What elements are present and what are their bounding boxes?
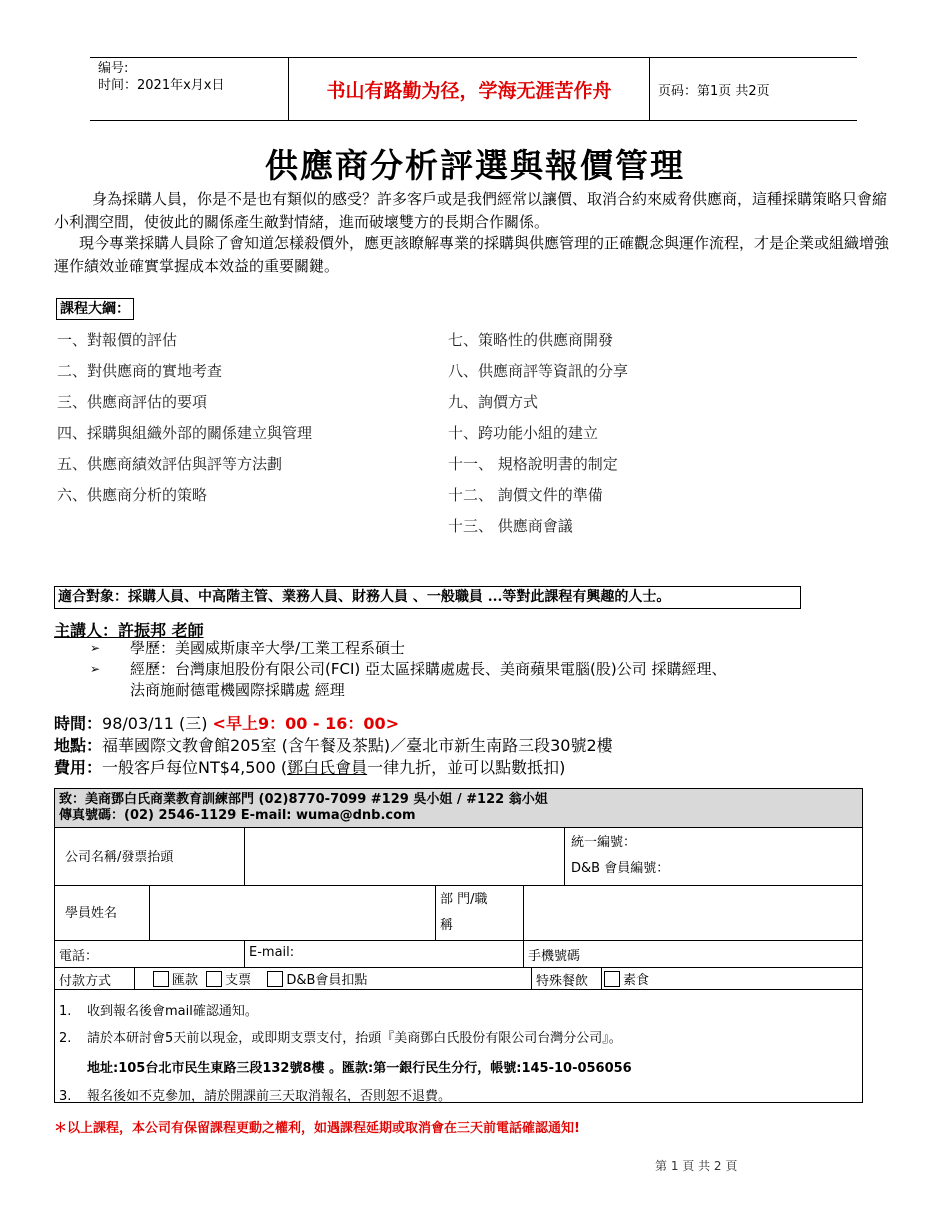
payment-options bbox=[135, 968, 532, 990]
db-member-label: D&B 會員編號： bbox=[571, 861, 670, 876]
place-label: 地點： bbox=[54, 736, 103, 755]
info-place bbox=[54, 735, 613, 757]
student-input[interactable] bbox=[150, 886, 436, 941]
outline-item: 十三、 供應商會議 bbox=[448, 517, 573, 535]
payment-label: 付款方式 bbox=[59, 974, 112, 989]
company-id-cell[interactable] bbox=[565, 828, 862, 886]
speaker-bullets bbox=[90, 638, 727, 701]
bullet-experience: ➢ 經歷：台灣康旭股份有限公司(FCI) 亞太區採購處處長、美商蘋果電腦(股)公司 採購經理、 bbox=[90, 660, 727, 678]
info-fee bbox=[54, 757, 565, 779]
outline-item: 五、供應商績效評估與評等方法劃 bbox=[57, 455, 283, 473]
tax-id-label: 統一編號： bbox=[571, 835, 637, 850]
meal-veg-label: 素食 bbox=[623, 973, 650, 988]
footnote: ＊以上課程，本公司有保留課程更動之權利，如遇課程延期或取消會在三天前電話確認通知! bbox=[54, 1121, 580, 1136]
payment-label-cell bbox=[55, 968, 135, 990]
outline-item: 九、詢價方式 bbox=[448, 393, 539, 411]
page-title: 供應商分析評選與報價管理 bbox=[265, 146, 685, 185]
email-cell[interactable] bbox=[245, 941, 524, 968]
outline-item: 七、策略性的供應商開發 bbox=[448, 331, 614, 349]
intro-paragraph-2: 現今專業採購人員除了會知道怎樣殺價外，應更該瞭解專業的採購與供應管理的正確觀念與運作流程，才是企業或組織增強運作績效並確實掌握成本效益的重要關鍵。 bbox=[54, 234, 890, 275]
dept-label: 部 門/職 bbox=[440, 892, 488, 907]
dept-label-2: 稱 bbox=[440, 918, 454, 933]
outline-left-column bbox=[57, 325, 312, 511]
outline-right-column bbox=[448, 325, 628, 542]
time-label: 時間： bbox=[54, 714, 103, 733]
note-item: 2. 請於本研討會5天前以現金，或即期支票支付，抬頭『美商鄧白氏股份有限公司台灣分公司』。 bbox=[59, 1031, 622, 1046]
arrow-bullet-icon: ➢ bbox=[90, 641, 101, 655]
dept-label-cell bbox=[436, 886, 524, 941]
page-number: 第 1 頁 共 2 頁 bbox=[655, 1159, 738, 1173]
place-value: 福華國際文教會館205室 (含午餐及茶點)／臺北市新生南路三段30號2樓 bbox=[102, 736, 613, 755]
registration-form bbox=[54, 788, 863, 1103]
payment-points-label: D&B會員扣點 bbox=[286, 973, 368, 988]
fee-member: 鄧白氏會員 bbox=[287, 758, 368, 777]
time-hours: <早上9：00 - 16：00> bbox=[212, 714, 400, 733]
info-time bbox=[54, 713, 399, 735]
note-item: 3. 報名後如不克參加，請於開課前三天取消報名，否則恕不退費。 bbox=[59, 1089, 452, 1104]
email-label: E-mail: bbox=[249, 945, 295, 960]
outline-item: 三、供應商評估的要項 bbox=[57, 393, 208, 411]
serial-label: 编号: bbox=[98, 61, 129, 76]
outline-title: 課程大綱： bbox=[56, 298, 134, 320]
payment-check-label: 支票 bbox=[225, 973, 252, 988]
company-label-cell bbox=[55, 828, 245, 886]
outline-item: 十、跨功能小組的建立 bbox=[448, 424, 599, 442]
mobile-cell[interactable] bbox=[524, 941, 862, 968]
header-motto: 书山有路勤为径，学海无涯苦作舟 bbox=[288, 58, 650, 121]
fee-value: 一般客戶每位NT$4,500 ( bbox=[102, 758, 288, 777]
mobile-label: 手機號碼 bbox=[528, 949, 581, 964]
meal-label: 特殊餐飲 bbox=[536, 974, 589, 989]
time-label: 时间：2021年x月x日 bbox=[98, 78, 225, 93]
arrow-bullet-icon: ➢ bbox=[90, 662, 101, 676]
dept-input[interactable] bbox=[524, 886, 862, 941]
company-label: 公司名稱/發票抬頭 bbox=[65, 850, 174, 865]
student-label-cell bbox=[55, 886, 150, 941]
form-fax: 傳真號碼：(02) 2546-1129 E-mail: wuma@dnb.com bbox=[59, 808, 416, 823]
outline-item: 四、採購與組織外部的關係建立與管理 bbox=[57, 424, 313, 442]
outline-item: 十二、 詢價文件的準備 bbox=[448, 486, 603, 504]
student-label: 學員姓名 bbox=[65, 906, 118, 921]
fee-label: 費用： bbox=[54, 758, 103, 777]
meal-label-cell bbox=[532, 968, 602, 990]
outline-item: 八、供應商評等資訊的分享 bbox=[448, 362, 629, 380]
meal-veg-checkbox[interactable] bbox=[604, 971, 620, 987]
speaker-name: 主講人：許振邦 老師 bbox=[54, 621, 204, 640]
fee-rest: 一律九折，並可以點數抵扣) bbox=[367, 758, 566, 777]
note-item: 1. 收到報名後會mail確認通知。 bbox=[59, 1004, 258, 1019]
phone-label: 電話： bbox=[59, 949, 99, 964]
target-audience: 適合對象：採購人員、中高階主管、業務人員、財務人員 、一般職員 ...等對此課程有興趣的人士。 bbox=[54, 586, 801, 609]
intro-paragraph-1: 身為採購人員，你是不是也有類似的感受？許多客戶或是我們經常以讓價、取消合約來威脅供應商，這種採購策略只會縮小利潤空間，使彼此的關係產生敵對情緒，進而破壞雙方的長期合作關係。 bbox=[54, 190, 888, 231]
outline-item: 六、供應商分析的策略 bbox=[57, 486, 208, 504]
company-input[interactable] bbox=[245, 828, 565, 886]
bullet-experience-cont: 法商施耐德電機國際採購處 經理 bbox=[130, 681, 345, 699]
outline-item: 十一、 規格說明書的制定 bbox=[448, 455, 618, 473]
phone-cell[interactable] bbox=[55, 941, 245, 968]
header-meta bbox=[98, 60, 224, 94]
bullet-education: ➢ 學歷：美國威斯康辛大學/工業工程系碩士 bbox=[90, 639, 406, 657]
outline-item: 一、對報價的評估 bbox=[57, 331, 178, 349]
outline-item: 二、對供應商的實地考查 bbox=[57, 362, 223, 380]
time-value: 98/03/11 (三) bbox=[102, 714, 208, 733]
page-header bbox=[90, 57, 857, 121]
note-item: 地址:105台北市民生東路三段132號8樓 。匯款:第一銀行民生分行，帳號:145-10-056056 bbox=[87, 1061, 632, 1076]
header-page-info: 页码：第1页 共2页 bbox=[658, 84, 770, 99]
payment-points-checkbox[interactable] bbox=[267, 971, 283, 987]
payment-remit-label: 匯款 bbox=[172, 973, 199, 988]
form-contact: 致：美商鄧白氏商業教育訓練部門 (02)8770-7099 #129 吳小姐 / #122 翁小姐 bbox=[59, 792, 548, 807]
payment-remit-checkbox[interactable] bbox=[153, 971, 169, 987]
payment-check-checkbox[interactable] bbox=[206, 971, 222, 987]
meal-options bbox=[602, 968, 862, 990]
form-header bbox=[55, 789, 862, 828]
